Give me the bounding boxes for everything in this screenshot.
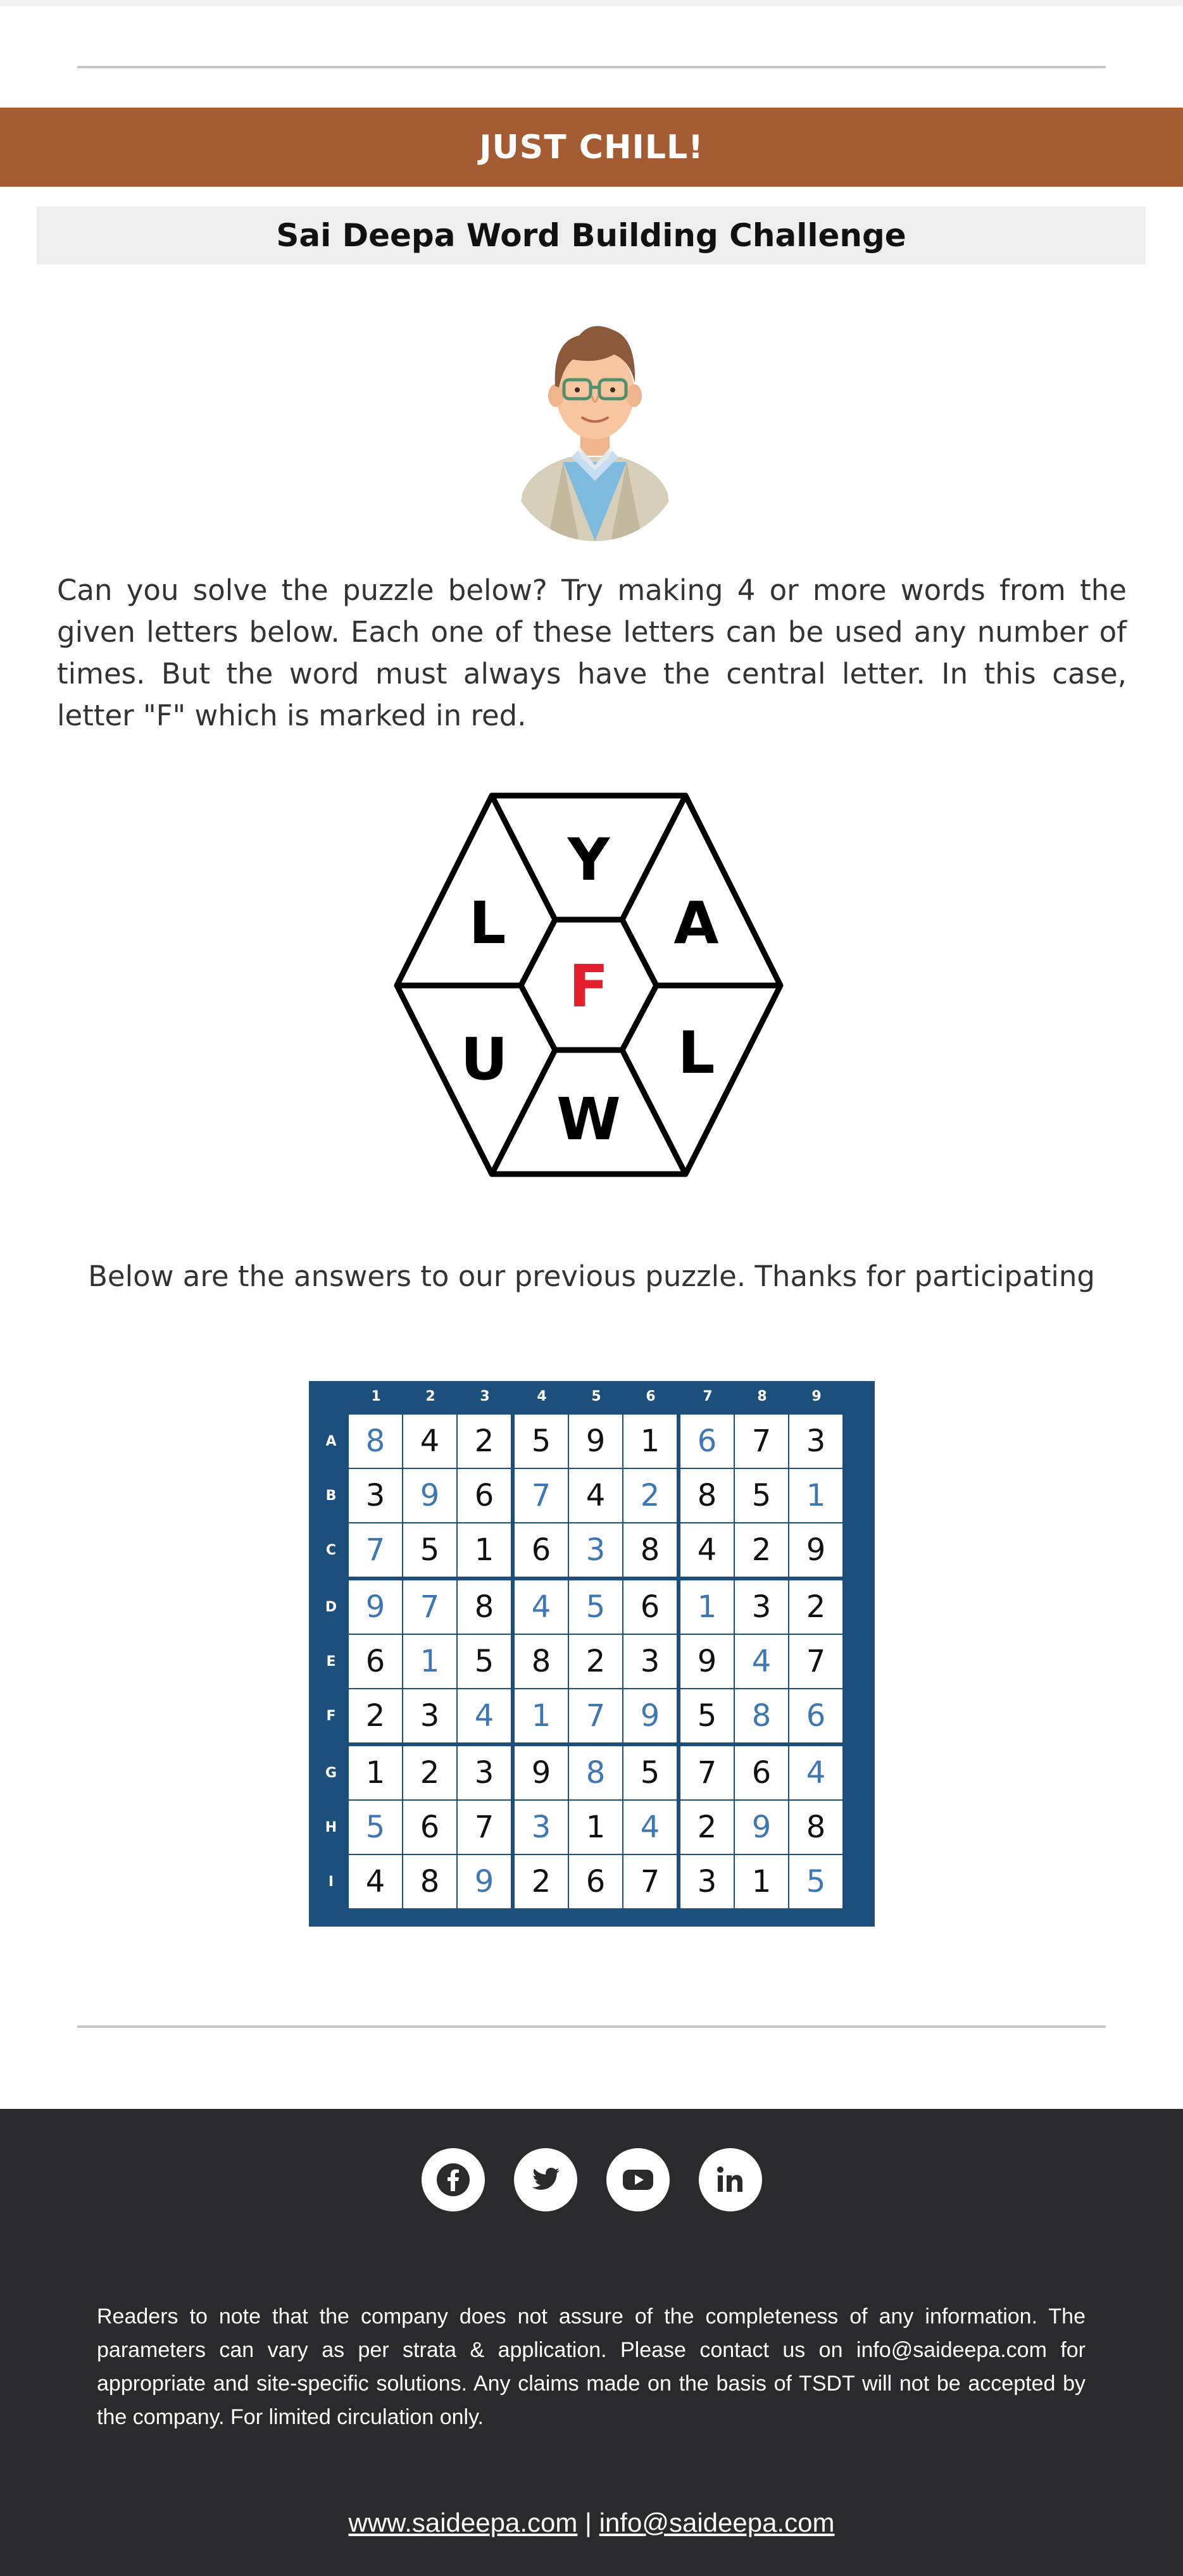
sudoku-cells xyxy=(347,1413,850,1916)
sudoku-column-label: 7 xyxy=(703,1389,713,1404)
answers-caption: Below are the answers to our previous puzzle. Thanks for participating xyxy=(88,1260,1095,1293)
sudoku-cell: 8 xyxy=(789,1801,842,1854)
sudoku-cell: 8 xyxy=(515,1635,568,1688)
sudoku-cell: 8 xyxy=(458,1580,511,1634)
linkedin-link[interactable] xyxy=(699,2148,762,2211)
sudoku-cell: 7 xyxy=(458,1801,511,1854)
sudoku-cell: 2 xyxy=(349,1689,402,1742)
sudoku-cell: 5 xyxy=(458,1635,511,1688)
sudoku-cell: 8 xyxy=(623,1523,677,1577)
sudoku-cell: 6 xyxy=(789,1689,842,1742)
sudoku-cell: 6 xyxy=(735,1746,788,1799)
disclaimer: Readers to note that the company does not assure of the completeness of any information. The parameters can vary as per strata & application. Please contact us on info@saideepa.com for appropriate and site-specific solutions. Any claims made on the basis of TSDT will not be accepted by the company. For limited circulation only. xyxy=(97,2304,1086,2429)
bottom-divider xyxy=(77,2025,1106,2028)
sudoku-answer-grid xyxy=(309,1381,875,1927)
youtube-icon xyxy=(620,2162,656,2198)
sudoku-row-label: B xyxy=(325,1488,337,1504)
sudoku-cell: 3 xyxy=(789,1415,842,1468)
sudoku-cell: 9 xyxy=(515,1746,568,1799)
sudoku-cell: 3 xyxy=(735,1580,788,1634)
sudoku-cell: 5 xyxy=(515,1415,568,1468)
sudoku-column-label: 4 xyxy=(537,1389,547,1404)
sudoku-cell: 4 xyxy=(403,1415,456,1468)
sudoku-cell: 9 xyxy=(349,1580,402,1634)
sudoku-cell: 7 xyxy=(623,1855,677,1908)
sudoku-cell: 7 xyxy=(569,1689,622,1742)
top-strip xyxy=(0,0,1183,6)
sudoku-row-label: C xyxy=(325,1542,337,1558)
hex-letter-upper-left: L xyxy=(468,889,506,957)
sudoku-cell: 3 xyxy=(623,1635,677,1688)
sudoku-cell: 8 xyxy=(680,1469,734,1522)
sudoku-column-label: 9 xyxy=(811,1389,822,1404)
sudoku-cell: 2 xyxy=(680,1801,734,1854)
sudoku-row-label: G xyxy=(325,1765,337,1781)
sudoku-cell: 6 xyxy=(623,1580,677,1634)
hex-letter-top: Y xyxy=(567,826,610,894)
sudoku-cell: 4 xyxy=(623,1801,677,1854)
sudoku-cell: 1 xyxy=(569,1801,622,1854)
sudoku-cell: 6 xyxy=(569,1855,622,1908)
sudoku-cell: 6 xyxy=(458,1469,511,1522)
challenge-intro: Can you solve the puzzle below? Try making 4 or more words from the given letters below. Each one of these letters can be used any number of times. But the word must always have the central letter. In this case, letter "F" which is marked in red. xyxy=(57,573,1127,732)
sudoku-cell: 9 xyxy=(680,1635,734,1688)
sudoku-cell: 3 xyxy=(680,1855,734,1908)
sudoku-cell: 7 xyxy=(789,1635,842,1688)
sudoku-cell: 2 xyxy=(569,1635,622,1688)
sudoku-cell: 3 xyxy=(458,1746,511,1799)
sudoku-cell: 4 xyxy=(515,1580,568,1634)
word-hexagon-puzzle xyxy=(389,788,788,1180)
sudoku-cell: 9 xyxy=(735,1801,788,1854)
sudoku-cell: 6 xyxy=(680,1415,734,1468)
sudoku-cell: 1 xyxy=(680,1580,734,1634)
sudoku-cell: 9 xyxy=(569,1415,622,1468)
sudoku-cell: 5 xyxy=(623,1746,677,1799)
sudoku-cell: 6 xyxy=(403,1801,456,1854)
facebook-link[interactable] xyxy=(422,2148,485,2211)
twitter-link[interactable] xyxy=(514,2148,577,2211)
sudoku-cell: 8 xyxy=(349,1415,402,1468)
banner-title: JUST CHILL! xyxy=(479,128,704,166)
sudoku-row-label: F xyxy=(326,1708,336,1724)
sudoku-cell: 5 xyxy=(403,1523,456,1577)
footer-separator: | xyxy=(585,2508,592,2537)
sudoku-cell: 1 xyxy=(515,1689,568,1742)
challenge-title-box xyxy=(37,206,1146,265)
sudoku-cell: 7 xyxy=(680,1746,734,1799)
banner xyxy=(0,108,1183,187)
sudoku-cell: 3 xyxy=(349,1469,402,1522)
sudoku-column-label: 1 xyxy=(371,1389,381,1404)
sudoku-column-label: 5 xyxy=(591,1389,601,1404)
sudoku-cell: 8 xyxy=(735,1689,788,1742)
sudoku-row-label: D xyxy=(325,1599,337,1615)
sudoku-cell: 9 xyxy=(458,1855,511,1908)
sudoku-cell: 1 xyxy=(623,1415,677,1468)
sudoku-cell: 7 xyxy=(349,1523,402,1577)
sudoku-cell: 9 xyxy=(403,1469,456,1522)
sudoku-cell: 4 xyxy=(735,1635,788,1688)
hex-letter-bottom: W xyxy=(556,1085,621,1153)
sudoku-cell: 7 xyxy=(515,1469,568,1522)
sudoku-cell: 4 xyxy=(349,1855,402,1908)
sudoku-cell: 2 xyxy=(735,1523,788,1577)
sudoku-cell: 2 xyxy=(458,1415,511,1468)
sudoku-cell: 5 xyxy=(735,1469,788,1522)
twitter-icon xyxy=(528,2162,563,2198)
sudoku-cell: 1 xyxy=(458,1523,511,1577)
sudoku-cell: 9 xyxy=(789,1523,842,1577)
sudoku-row-label: E xyxy=(326,1654,336,1670)
sudoku-column-label: 2 xyxy=(425,1389,435,1404)
hex-letter-upper-right: A xyxy=(673,889,719,957)
sudoku-cell: 7 xyxy=(403,1580,456,1634)
sudoku-cell: 9 xyxy=(623,1689,677,1742)
sudoku-cell: 5 xyxy=(789,1855,842,1908)
youtube-link[interactable] xyxy=(606,2148,670,2211)
hex-letter-lower-left: U xyxy=(460,1025,508,1093)
sudoku-cell: 2 xyxy=(623,1469,677,1522)
sudoku-cell: 3 xyxy=(403,1689,456,1742)
sudoku-column-label: 6 xyxy=(646,1389,656,1404)
sudoku-cell: 8 xyxy=(569,1746,622,1799)
hex-letter-center: F xyxy=(568,953,609,1020)
sudoku-row-label: I xyxy=(328,1874,334,1890)
sudoku-cell: 6 xyxy=(349,1635,402,1688)
linkedin-icon xyxy=(713,2162,748,2198)
sudoku-cell: 4 xyxy=(458,1689,511,1742)
sudoku-cell: 2 xyxy=(515,1855,568,1908)
sudoku-cell: 5 xyxy=(680,1689,734,1742)
hex-letter-lower-right: L xyxy=(677,1019,715,1087)
sudoku-cell: 5 xyxy=(569,1580,622,1634)
top-divider xyxy=(77,66,1106,68)
man-avatar-illustration xyxy=(503,291,687,541)
sudoku-cell: 6 xyxy=(515,1523,568,1577)
email-link[interactable]: info@saideepa.com xyxy=(599,2508,835,2537)
sudoku-cell: 1 xyxy=(403,1635,456,1688)
sudoku-cell: 3 xyxy=(515,1801,568,1854)
sudoku-row-label: A xyxy=(325,1434,337,1449)
sudoku-column-label: 3 xyxy=(480,1389,490,1404)
sudoku-cell: 2 xyxy=(403,1746,456,1799)
sudoku-cell: 1 xyxy=(789,1469,842,1522)
sudoku-cell: 2 xyxy=(789,1580,842,1634)
sudoku-cell: 8 xyxy=(403,1855,456,1908)
sudoku-cell: 4 xyxy=(569,1469,622,1522)
sudoku-cell: 4 xyxy=(789,1746,842,1799)
sudoku-cell: 3 xyxy=(569,1523,622,1577)
footer-links xyxy=(0,2508,1183,2538)
sudoku-cell: 1 xyxy=(735,1855,788,1908)
facebook-icon xyxy=(435,2162,471,2198)
website-link[interactable]: www.saideepa.com xyxy=(348,2508,578,2537)
sudoku-column-label: 8 xyxy=(757,1389,767,1404)
sudoku-cell: 1 xyxy=(349,1746,402,1799)
sudoku-cell: 5 xyxy=(349,1801,402,1854)
sudoku-row-label: H xyxy=(325,1820,337,1835)
sudoku-cell: 4 xyxy=(680,1523,734,1577)
challenge-title: Sai Deepa Word Building Challenge xyxy=(276,217,906,254)
sudoku-cell: 7 xyxy=(735,1415,788,1468)
